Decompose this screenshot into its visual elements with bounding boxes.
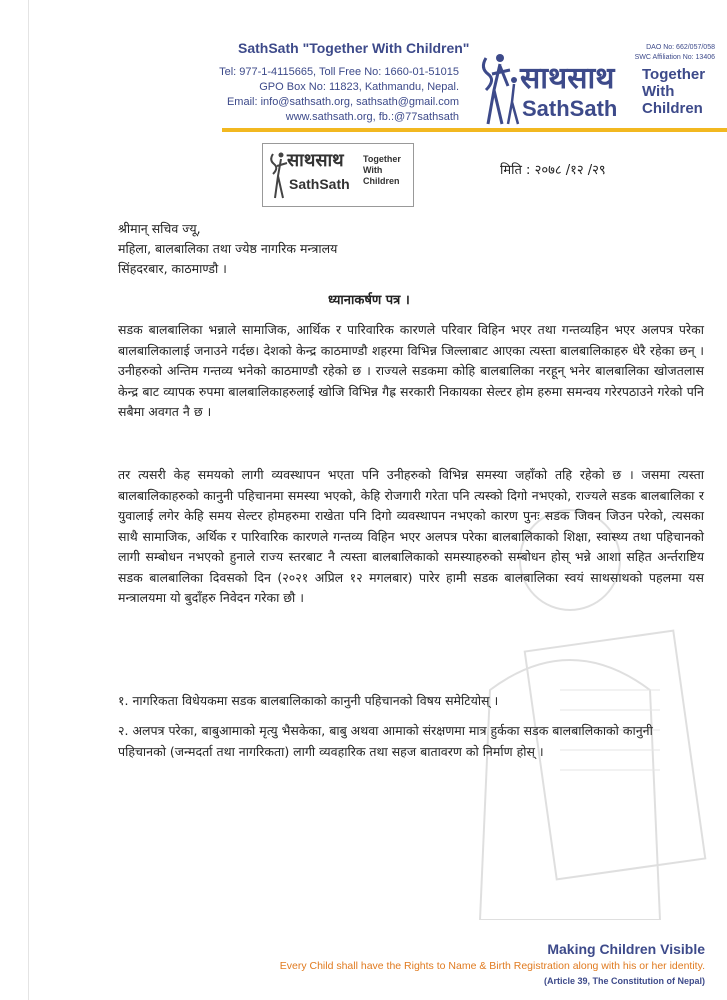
stamp-figures-icon: [267, 150, 289, 200]
contact-address: GPO Box No: 11823, Kathmandu, Nepal.: [259, 81, 459, 93]
logo-tagline-together: Together: [642, 66, 706, 83]
sathsath-logo: [470, 50, 720, 130]
logo-tagline-with: With: [642, 83, 675, 100]
stamp-devanagari: साथसाथ: [287, 150, 344, 171]
recipient-ministry: महिला, बालबालिका तथा ज्येष्ठ नागरिक मन्त्रालय: [118, 241, 338, 256]
footer-title: Making Children Visible: [547, 941, 705, 957]
logo-tagline-children: Children: [642, 100, 703, 117]
recipient-address: सिंहदरबार, काठमाण्डौ ।: [118, 261, 227, 276]
demand-item-1: १. नागरिकता विधेयकमा सडक बालबालिकाको कानुनी पहिचानको विषय समेटियोस् ।: [118, 693, 499, 708]
logo-latin: SathSath: [522, 96, 618, 121]
children-figures-icon: [470, 50, 522, 128]
contact-web: www.sathsath.org, fb.:@77sathsath: [285, 111, 459, 123]
logo-devanagari: साथसाथ: [520, 61, 615, 96]
stamp-tagline-with: With: [363, 165, 383, 175]
footer-subtitle: Every Child shall have the Rights to Name & Birth Registration along with his or her identity.: [279, 960, 705, 972]
letter-date: मिति : २०७८ /१२ /२९: [500, 163, 606, 178]
stamp-tagline-children: Children: [363, 176, 400, 186]
organization-stamp: [262, 143, 414, 207]
footer-citation: (Article 39, The Constitution of Nepal): [543, 976, 705, 986]
body-paragraph-2: तर त्यसरी केह समयको लागी व्यवस्थापन भएता पनि उनीहरुको विभिन्न समस्या जहाँको तहि रहेको छ । जसमा त्यस्ता बालबालिकाहरुको कानुनी पहिचानमा समस्या भएको, केहि रोजगारी गरेता पनि त्यस्को दिगो नभएको, राज्यले सडक बालबालिका र युवालाई लगेर केहि समय सेल्टर होमहरुमा राखेता पनि दिगो व्यवस्थापन नभएको कारण पुनः सडक जिवन जिउन परेको, त्यसका साथै सामाजिक, अर्थिक र पारिवारिक कारणले गन्तव्य विहिन भएर अलपत्र परेका बालबालिकाको शिक्षा, स्वास्थ्य तथा पहिचानको लागी सम्बोधन नभएको हुनाले राज्य स्तरबाट नै त्यस्ता बालबालिकाको समस्याहरुको सम्बोधन होस् भन्ने आशा सहित अर्न्तराष्टिय सडक बालबालिका दिवसको दिन (२०२१ अप्रिल १२ मगलबार) पारेर हामी सडक बालबालिका स्वयं साथसाथको पहलमा यस मन्त्रालयमा यो बुदाँहरु निवेदन गरेका छौ ।: [118, 467, 704, 605]
contact-email: Email: info@sathsath.org, sathsath@gmail.com: [226, 96, 459, 108]
registration-dao: DAO No: 662/057/058: [646, 44, 715, 51]
contact-phone: Tel: 977-1-4115665, Toll Free No: 1660-01-51015: [219, 66, 459, 78]
demand-item-2: २. अलपत्र परेका, बाबुआमाको मृत्यु भैसकेका, बाबु अथवा आमाको संरक्षणमा मात्र हुर्कका सडक बालबालिकाको कानुनी पहिचानको (जन्मदर्ता तथा नागरिकता) लागी व्यवहारिक तथा सहज बातावरण को निर्माण होस् ।: [118, 723, 653, 759]
page-edge-line: [28, 0, 29, 1000]
recipient-salutation: श्रीमान् सचिव ज्यू,: [118, 221, 201, 236]
header-divider: [222, 128, 727, 132]
registration-swc: SWC Affiliation No: 13406: [634, 54, 715, 61]
stamp-tagline-together: Together: [363, 154, 401, 164]
letter-subject: ध्यानाकर्षण पत्र ।: [328, 293, 410, 308]
org-name: SathSath "Together With Children": [238, 40, 470, 56]
stamp-latin: SathSath: [289, 176, 350, 192]
body-paragraph-1: सडक बालबालिका भन्नाले सामाजिक, आर्थिक र पारिवारिक कारणले परिवार विहिन भएर तथा गन्तव्यहिन भएर अलपत्र परेका बालबालिकालाई जनाउने गर्दछ। देशको केन्द्र काठमाण्डौ शहरमा विभिन्न जिल्लाबाट आएका त्यस्ता बालबालिकाहरु धेरै रहेका छन् । उनीहरुको अन्तिम गन्तव्य भनेको काठमाण्डौ रहेको छ । राज्यले सडकमा कोहि बालबालिका नरहून् भनेर बालबालिका खोजतलास केन्द्र बाट व्यापक रुपमा बालबालिकाहरुलाई खोजि विभिन्न गैह्र सरकारी निकायका सेल्टर होम हरुमा समन्वय गरेरपठाउने गरेको पनि सबैमा अवगत नै छ ।: [118, 322, 704, 419]
